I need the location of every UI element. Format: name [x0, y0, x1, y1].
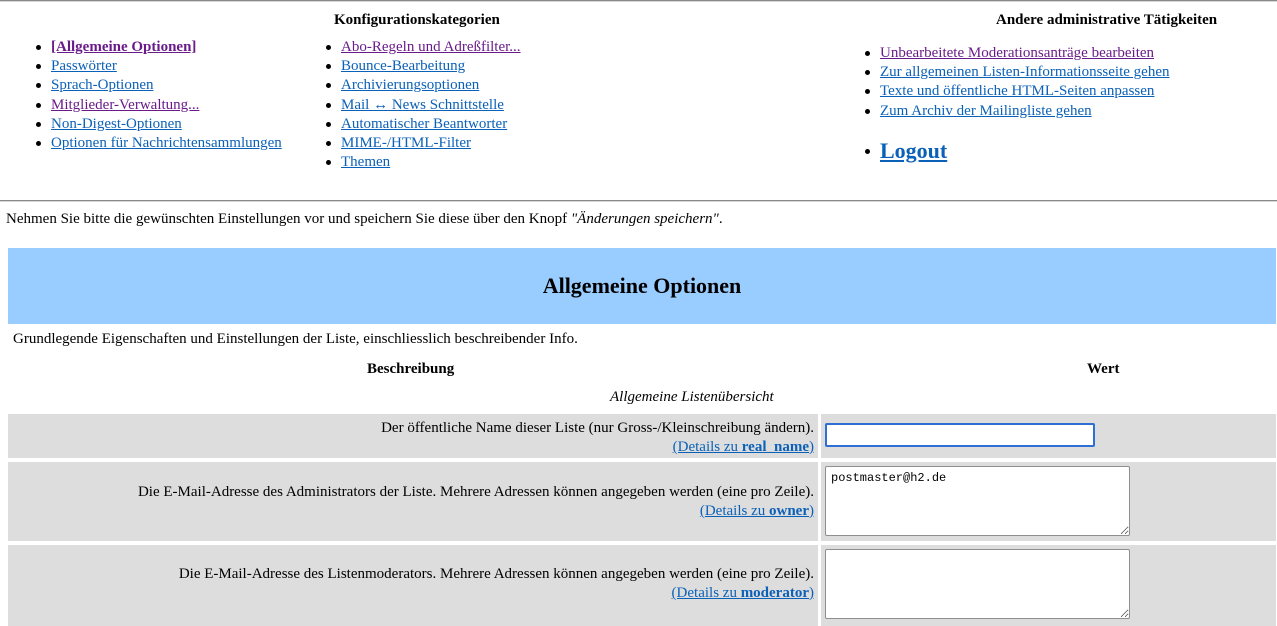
option-row-real-name-description — [8, 414, 818, 458]
section-title: Allgemeine Optionen — [542, 273, 742, 298]
admin-item-listinfo[interactable] — [863, 63, 1169, 82]
section-banner — [8, 248, 1276, 324]
section-description: Grundlegende Eigenschaften und Einstellungen der Liste, einschliesslich beschreibender Info. — [13, 331, 578, 347]
admin-link-moderation[interactable]: Unbearbeitete Moderationsanträge bearbeiten — [880, 45, 1155, 61]
real-name-input[interactable] — [825, 423, 1095, 447]
nav-link-non-digest-options[interactable]: Non-Digest-Optionen — [51, 115, 182, 132]
config-categories-heading: Konfigurationskategorien — [334, 12, 500, 28]
nav-item-mail-news-gateway[interactable] — [324, 96, 521, 115]
nav-link-autoresponder[interactable]: Automatischer Beantworter — [341, 115, 508, 132]
admin-item-moderation[interactable] — [863, 44, 1169, 63]
nav-item-archiving-options[interactable] — [324, 76, 521, 95]
admin-link-listinfo[interactable]: Zur allgemeinen Listen-Informationsseite gehen — [880, 64, 1170, 81]
instruction-suffix: . — [718, 211, 723, 227]
nav-link-passwords[interactable]: Passwörter — [51, 58, 117, 75]
nav-item-autoresponder[interactable] — [324, 115, 521, 134]
nav-link-content-filtering[interactable]: MIME-/HTML-Filter — [341, 134, 471, 151]
nav-link-language-options[interactable]: Sprach-Optionen — [51, 77, 154, 94]
option-description: Der öffentliche Name dieser Liste (nur Gross-/Kleinschreibung ändern). — [381, 420, 814, 436]
details-link-moderator[interactable] — [8, 584, 814, 603]
nav-link-digest-options[interactable]: Optionen für Nachrichtensammlungen — [51, 134, 282, 151]
nav-item-passwords[interactable] — [34, 57, 282, 76]
details-suffix: ) — [809, 439, 814, 455]
admin-link-edit-html[interactable]: Texte und öffentliche HTML-Seiten anpassen — [880, 83, 1155, 100]
details-suffix: ) — [809, 585, 814, 601]
section-divider — [0, 200, 1277, 202]
logout-item[interactable] — [863, 136, 947, 166]
admin-tasks-list — [863, 44, 1169, 121]
owner-textarea[interactable] — [825, 466, 1130, 536]
nav-link-privacy-options[interactable]: Abo-Regeln und Adreßfilter... — [341, 39, 521, 55]
nav-item-language-options[interactable] — [34, 76, 282, 95]
save-button-reference: "Änderungen speichern" — [570, 211, 719, 227]
nav-item-topics[interactable] — [324, 153, 521, 172]
nav-item-privacy-options[interactable] — [324, 38, 521, 57]
admin-link-archive[interactable]: Zum Archiv der Mailingliste gehen — [880, 102, 1092, 119]
instruction-prefix: Nehmen Sie bitte die gewünschten Einstellungen vor und speichern Sie diese über den Knopf — [6, 211, 571, 227]
details-link-owner[interactable] — [8, 502, 814, 521]
nav-link-bounce-processing[interactable]: Bounce-Bearbeitung — [341, 58, 466, 75]
moderator-textarea[interactable] — [825, 549, 1130, 619]
details-variable: owner — [769, 503, 809, 519]
column-header-value: Wert — [1087, 361, 1120, 377]
nav-link-mail-news-gateway[interactable]: Mail ↔ News Schnittstelle — [341, 96, 504, 113]
nav-item-membership-management[interactable] — [34, 96, 282, 115]
option-description: Die E-Mail-Adresse des Administrators der Liste. Mehrere Adressen können angegeben werden (eine pro Zeile). — [137, 484, 814, 500]
column-header-description: Beschreibung — [367, 361, 455, 377]
admin-tasks-heading: Andere administrative Tätigkeiten — [996, 12, 1218, 28]
config-categories-col2 — [324, 38, 521, 172]
option-description: Die E-Mail-Adresse des Listenmoderators. Mehrere Adressen können angegeben werden (eine pro Zeile). — [178, 566, 814, 582]
option-row-owner-description — [8, 462, 818, 541]
nav-link-membership-management[interactable]: Mitglieder-Verwaltung... — [51, 96, 200, 113]
option-row-real-name-value — [821, 414, 1276, 458]
config-categories-col1 — [34, 38, 282, 153]
admin-item-archive[interactable] — [863, 102, 1169, 121]
logout-link[interactable]: Logout — [880, 138, 948, 163]
details-variable: moderator — [740, 585, 809, 601]
details-variable: real_name — [741, 439, 809, 455]
nav-link-general-options[interactable]: [Allgemeine Optionen] — [51, 39, 197, 55]
nav-item-bounce-processing[interactable] — [324, 57, 521, 76]
nav-item-digest-options[interactable] — [34, 134, 282, 153]
option-row-moderator-description — [8, 545, 818, 626]
option-row-moderator-value — [821, 545, 1276, 626]
details-link-real-name[interactable] — [8, 438, 814, 457]
details-prefix: (Details zu — [699, 503, 769, 519]
details-suffix: ) — [809, 503, 814, 519]
nav-link-topics[interactable]: Themen — [341, 154, 391, 171]
details-prefix: (Details zu — [672, 439, 742, 455]
admin-item-edit-html[interactable] — [863, 82, 1169, 101]
instruction-text — [6, 211, 723, 228]
nav-item-content-filtering[interactable] — [324, 134, 521, 153]
nav-item-non-digest-options[interactable] — [34, 115, 282, 134]
option-row-owner-value — [821, 462, 1276, 541]
top-divider — [0, 0, 1277, 2]
details-prefix: (Details zu — [671, 585, 741, 601]
nav-item-general-options[interactable] — [34, 38, 282, 57]
group-title: Allgemeine Listenübersicht — [610, 389, 774, 405]
nav-link-archiving-options[interactable]: Archivierungsoptionen — [341, 77, 480, 94]
